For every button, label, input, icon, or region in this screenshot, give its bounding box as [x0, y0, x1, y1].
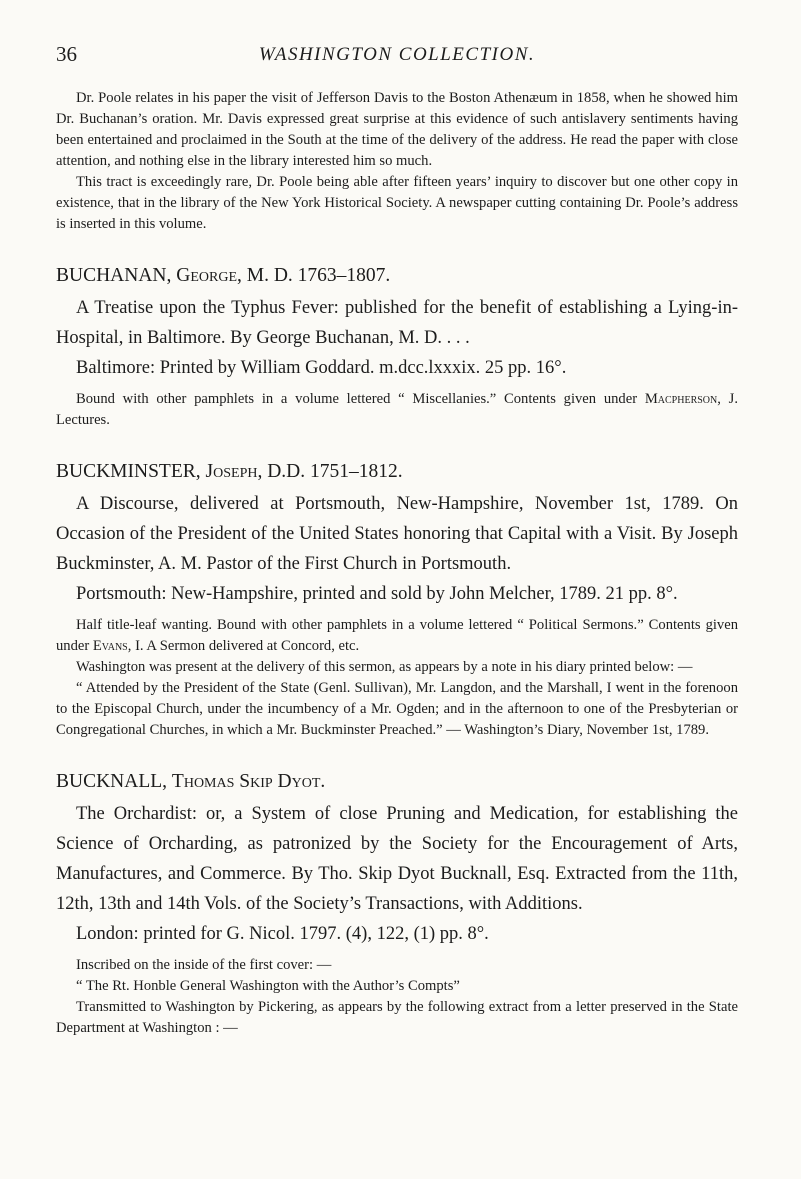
- inscription-quote: “ The Rt. Honble General Washington with the Author’s Compts”: [76, 978, 460, 994]
- page-number: 36: [56, 42, 77, 66]
- entry-note: Transmitted to Washington by Pickering, as appears by the following extract from a letter preserved in the State Department at Washington : —: [56, 999, 738, 1036]
- diary-quote: “ Attended by the President of the State (Genl. Sullivan), Mr. Langdon, and the Marshall, I went in the forenoon to the Episcopal Church, under the incumbency of a Mr. Ogden; and in the afternoon to one of the Presbyterian or Congregational Churches, in which a Mr. Buckminster Preached.” — Washington’s Diary, November 1st, 1789.: [56, 680, 738, 738]
- intro-paragraph: Dr. Poole relates in his paper the visit of Jefferson Davis to the Boston Athenæum in 1858, when he showed him Dr. Buchanan’s oration. Mr. Davis expressed great surprise at this evidence of such antislavery sentiments having been entertained and proclaimed in the South at the time of the delivery of the address. He read the paper with close attention, and nothing else in the library interested him so much.: [56, 90, 738, 169]
- entry-note: [56, 389, 738, 431]
- entry-imprint: Portsmouth: New-Hampshire, printed and sold by John Melcher, 1789. 21 pp. 8°.: [76, 584, 678, 604]
- entry-forename: Thomas Skip Dyot.: [171, 771, 326, 792]
- entry-heading: [56, 457, 738, 487]
- entry-title: A Treatise upon the Typhus Fever: published for the benefit of establishing a Lying-in-Hospital, in Baltimore. By George Buchanan, M. D. . . .: [56, 298, 738, 348]
- entry-surname: BUCKNALL,: [56, 771, 168, 792]
- entry-notes: [56, 615, 738, 741]
- entry-imprint: London: printed for G. Nicol. 1797. (4), 122, (1) pp. 8°.: [76, 924, 489, 944]
- note-text: Bound with other pamphlets in a volume lettered “ Miscellanies.” Contents given under: [76, 391, 638, 407]
- note-cross-reference: Evans,: [92, 638, 132, 654]
- intro-paragraph: This tract is exceedingly rare, Dr. Poole being able after fifteen years’ inquiry to discover but one other copy in existence, that in the library of the New York Historical Society. A newspaper cutting containing Dr. Poole’s address is inserted in this volume.: [56, 174, 738, 232]
- entry-note: Washington was present at the delivery of this sermon, as appears by a note in his diary printed below: —: [76, 659, 693, 675]
- entry-notes: [56, 389, 738, 431]
- note-text: I. A Sermon delivered at Concord, etc.: [135, 638, 360, 654]
- entry-note: Inscribed on the inside of the first cover: —: [76, 957, 332, 973]
- entry-dates: D.D. 1751–1812.: [267, 461, 403, 482]
- note-text: Half title-leaf wanting. Bound with other pamphlets in a volume lettered “ Political Sermons.” Contents given under: [56, 617, 738, 654]
- entry-forename: George,: [176, 265, 242, 286]
- page: [56, 40, 738, 1039]
- intro-notes: [56, 88, 738, 235]
- entry-surname: BUCKMINSTER,: [56, 461, 201, 482]
- entry-title: A Discourse, delivered at Portsmouth, New-Hampshire, November 1st, 1789. On Occasion of the President of the United States honoring that Capital with a Visit. By Joseph Buckminster, A. M. Pastor of the First Church in Portsmouth.: [56, 494, 738, 574]
- entry-note: [56, 615, 738, 657]
- note-text: J. Lectures.: [56, 391, 738, 428]
- entry-imprint: Baltimore: Printed by William Goddard. m.dcc.lxxxix. 25 pp. 16°.: [76, 358, 567, 378]
- entry-dates: M. D. 1763–1807.: [246, 265, 391, 286]
- running-head: WASHINGTON COLLECTION.: [258, 44, 536, 65]
- entry-title: The Orchardist: or, a System of close Pruning and Medication, for establishing the Science of Orcharding, as patronized by the Society for the Encouragement of Arts, Manufactures, and Commerce. By Tho. Skip Dyot Bucknall, Esq. Extracted from the 11th, 12th, 13th and 14th Vols. of the Society’s Transactions, with Additions.: [56, 804, 738, 914]
- note-cross-reference: Macpherson,: [644, 391, 721, 407]
- page-header: [56, 40, 738, 88]
- entry-notes: [56, 955, 738, 1039]
- entry-heading: [56, 767, 738, 797]
- entry-buckminster: [56, 457, 738, 741]
- entry-heading: [56, 261, 738, 291]
- entry-surname: BUCHANAN,: [56, 265, 172, 286]
- entry-forename: Joseph,: [205, 461, 263, 482]
- entry-buchanan: [56, 261, 738, 431]
- entry-bucknall: [56, 767, 738, 1039]
